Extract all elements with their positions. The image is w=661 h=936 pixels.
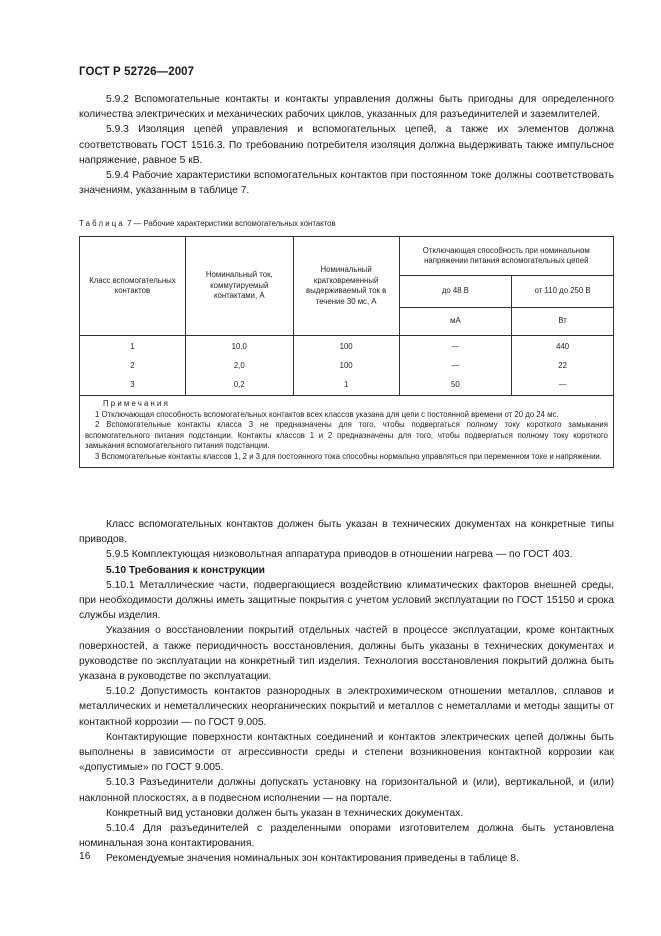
table-cell: 100 [293, 357, 399, 376]
table-cell: 3 [80, 376, 186, 396]
text-block-bottom [79, 517, 614, 867]
header-110-250v: от 110 до 250 В [512, 276, 614, 308]
table-7 [79, 236, 614, 468]
table-notes-row [80, 396, 614, 468]
note-1: 1 Отключающая способность вспомогательных контактов всех классов указана для цепи с постоянной времени от 20 до 24 мс. [95, 409, 559, 419]
table-cell: — [512, 376, 614, 396]
header-short-current: Номинальный кратковременный выдерживаемый ток в течение 30 мс, А [293, 237, 399, 336]
paragraph-5-10-4: 5.10.4 Для разъединителей с разделенными опорами изготовителем должна быть установлена номинальная зона контактирования. [79, 823, 614, 850]
table-cell: 2,0 [185, 357, 293, 376]
header-unit-ma: мА [399, 308, 512, 336]
table-notes [80, 396, 614, 468]
document-header: ГОСТ Р 52726—2007 [79, 66, 195, 78]
header-nominal-current: Номинальный ток, коммутируемый контактами, А [185, 237, 293, 336]
table-cell: 2 [80, 357, 186, 376]
paragraph-5-9-4: 5.9.4 Рабочие характеристики вспомогательных контактов при постоянном токе должны соответствовать значениям, указанным в таблице 7. [79, 170, 614, 197]
table-row [80, 357, 614, 376]
table-row [80, 376, 614, 396]
header-unit-w: Вт [512, 308, 614, 336]
note-2: 2 Вспомогательные контакты класса 3 не предназначены для того, чтобы подвергаться полному току короткого замыкания вспомогательного питания подстанции. Контакты классов 1 и 2 предназначены для того, чтобы подвергаться полному току короткого замыкания вспомогательного питания подстанции. [85, 420, 608, 450]
paragraph-recommended-zones: Рекомендуемые значения номинальных зон контактирования приведены в таблице 8. [106, 853, 519, 865]
table-row [80, 336, 614, 358]
table-cell: — [399, 336, 512, 358]
paragraph-5-9-3: 5.9.3 Изоляция цепей управления и вспомогательных цепей, а также их элементов должна соответствовать ГОСТ 1516.3. По требованию потребителя изоляция должна выдерживать также импульсное напряжение, равное 5 кВ. [79, 124, 614, 166]
section-heading-5-10: 5.10 Требования к конструкции [106, 564, 266, 576]
paragraph-install-type: Конкретный вид установки должен быть указан в технических документах. [106, 807, 464, 819]
table-cell: 440 [512, 336, 614, 358]
table-cell: 50 [399, 376, 512, 396]
paragraph-5-10-3: 5.10.3 Разъединители должны допускать установку на горизонтальной и (или), вертикальной, и (или) наклонной плоскостях, а в подвесном исполнении — на портале. [79, 777, 614, 804]
note-3: 3 Вспомогательные контакты классов 1, 2 и 3 для постоянного тока способны нормально управляться при переменном токе и напряжении. [95, 451, 602, 461]
paragraph-contact-surfaces: Контактирующие поверхности контактных соединений и контактов электрических цепей должны быть выполнены в зависимости от агрессивности среды и степени возникновения контактной коррозии как «допустимые» по ГОСТ 9.005. [79, 731, 614, 774]
text-block-top [79, 92, 614, 198]
header-class: Класс вспомогательных контактов [80, 237, 186, 336]
paragraph-5-10-1: 5.10.1 Металлические части, подвергающиеся воздействию климатических факторов внешней среды, при необходимости должны иметь защитные покрытия с учетом условий эксплуатации по ГОСТ 15150 и срока службы изделия. [79, 579, 614, 622]
table-caption-text: 7 — Рабочие характеристики вспомогательных контактов [124, 219, 336, 228]
table-cell: 100 [293, 336, 399, 358]
page-number: 16 [79, 851, 91, 862]
table-caption [79, 219, 614, 228]
paragraph-coating-restore: Указания о восстановлении покрытий отдельных частей в процессе эксплуатации, кроме контактных поверхностей, а также периодичность восстановления, должны быть указаны в технических документах и руководстве по эксплуатации на конкретный тип изделия. Технология восстановления покрытий должна быть указана в руководстве по эксплуатации. [79, 625, 614, 683]
paragraph-contact-class: Класс вспомогательных контактов должен быть указан в технических документах на конкретные типы приводов. [79, 519, 614, 546]
header-up-to-48v: до 48 В [399, 276, 512, 308]
table-cell: — [399, 357, 512, 376]
table-cell: 0,2 [185, 376, 293, 396]
paragraph-5-10-2: 5.10.2 Допустимость контактов разнородных в электрохимическом отношении металлов, сплавов и металлических и неметаллических неорганических покрытий и металлов с неметаллами и методы защиты от контактной коррозии — по ГОСТ 9.005. [79, 686, 614, 728]
table-cell: 10,0 [185, 336, 293, 358]
paragraph-5-9-2: 5.9.2 Вспомогательные контакты и контакты управления должны быть пригодны для определенного количества электрических и механических рабочих циклов, указанных для разъединителей и заземлителей. [79, 94, 614, 121]
table-cell: 22 [512, 357, 614, 376]
table-cell: 1 [293, 376, 399, 396]
paragraph-5-9-5: 5.9.5 Комплектующая низковольтная аппаратура приводов в отношении нагрева — по ГОСТ 403. [106, 549, 573, 561]
notes-title: Примечания [103, 399, 171, 408]
table-cell: 1 [80, 336, 186, 358]
header-breaking-capacity: Отключающая способность при номинальном напряжении питания вспомогательных цепей [399, 237, 613, 276]
table-caption-word: Таблица [79, 219, 125, 228]
